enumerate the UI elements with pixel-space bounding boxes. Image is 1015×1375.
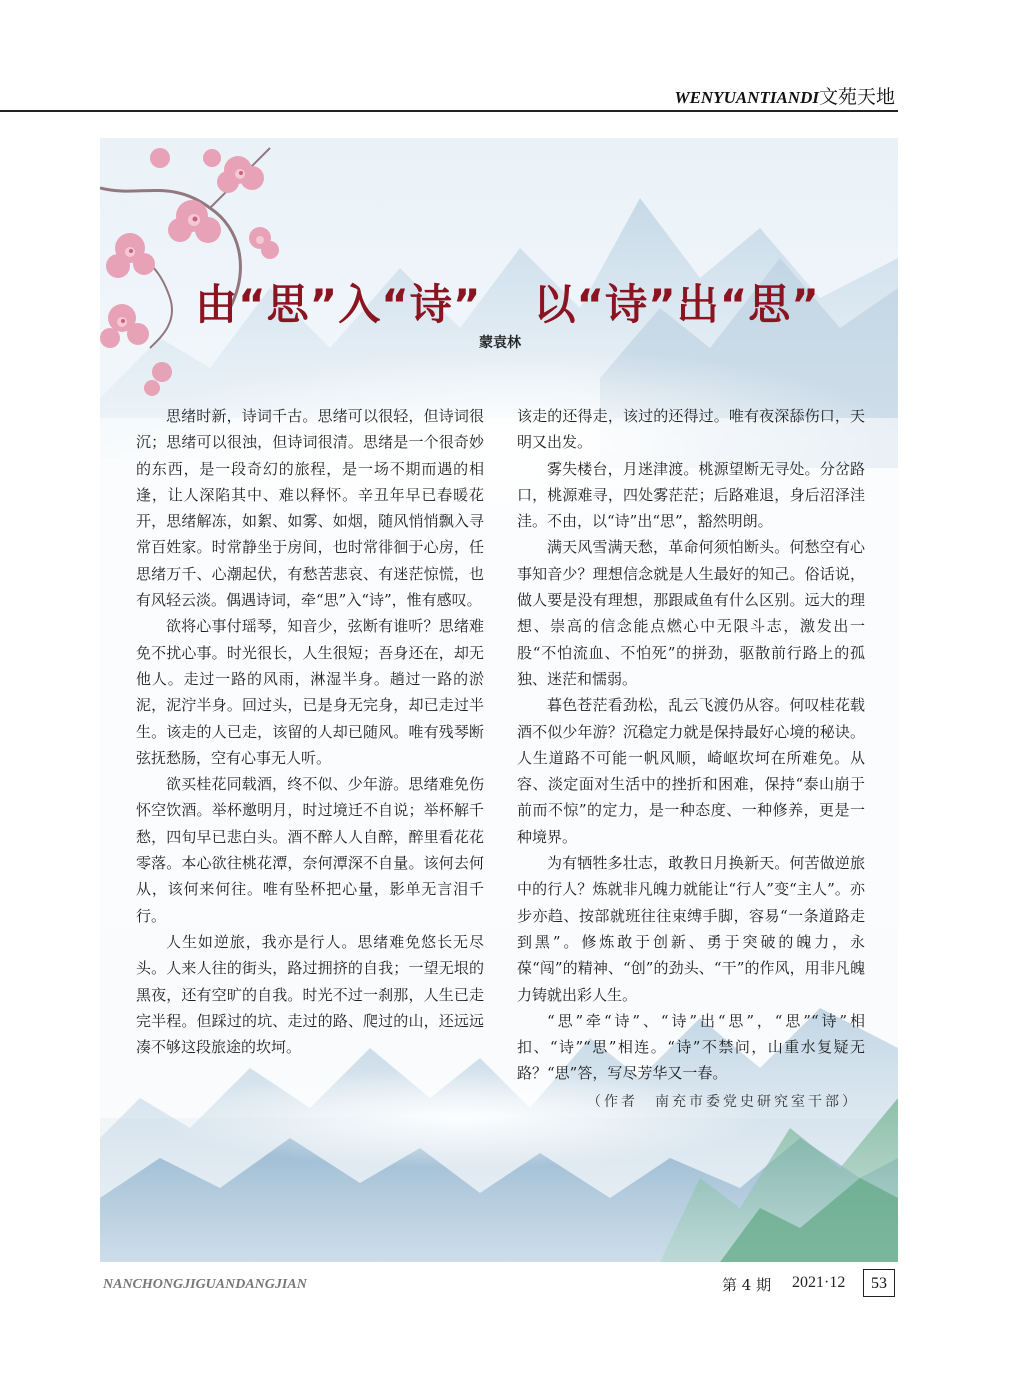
paragraph: 欲将心事付瑶琴，知音少，弦断有谁听？思绪难免不扰心事。时光很长，人生很短；吾身还在，却无他人。走过一路的风雨，淋湿半身。趟过一路的淤泥，泥泞半身。回过头，已是身无完身，却已走过半生。该走的人已走，该留的人却已随风。唯有残琴断弦抚愁肠，空有心事无人听。 xyxy=(136,617,484,767)
text-column-right xyxy=(517,403,865,1115)
issue-date: 2021·12 xyxy=(792,1274,846,1291)
paragraph: 暮色苍茫看劲松，乱云飞渡仍从容。何叹桂花载酒不似少年游？沉稳定力就是保持最好心境的秘诀。人生道路不可能一帆风顺，崎岖坎坷在所难免。从容、淡定面对生活中的挫折和困难，保持“泰山崩于前而不惊”的定力，是一种态度、一种修养，更是一种境界。 xyxy=(517,696,865,846)
text-column-left xyxy=(136,403,484,1060)
title-part-2: 以“诗”出“思” xyxy=(533,280,820,329)
issue-number: 第 4 期 xyxy=(722,1276,772,1294)
paragraph: 思绪时新，诗词千古。思绪可以很轻，但诗词很沉；思绪可以很浊，但诗词很清。思绪是一个很奇妙的东西，是一段奇幻的旅程，是一场不期而遇的相逢，让人深陷其中、难以释怀。辛丑年早已春暖花开，思绪解冻，如絮、如雾、如烟，随风悄悄飘入寻常百姓家。时常静坐于房间，也时常徘徊于心房，任思绪万千、心潮起伏，有愁苦悲哀、有迷茫惊慌，也有风轻云淡。偶遇诗词，牵“思”入“诗”，惟有感叹。 xyxy=(136,407,484,610)
paragraph: 人生如逆旅，我亦是行人。思绪难免悠长无尽头。人来人往的街头，路过拥挤的自我；一望无垠的黑夜，还有空旷的自我。时光不过一刹那，人生已走完半程。但踩过的坑、走过的路、爬过的山，还远远凑不够这段旅途的坎坷。 xyxy=(136,932,484,1057)
paragraph: “思”牵“诗”、“诗”出“思”，“思”“诗”相扣、“诗”“思”相连。“诗”不禁问，山重水复疑无路？“思”答，写尽芳华又一春。 xyxy=(517,1011,865,1083)
author-signature: （作者 南充市委党史研究室干部） xyxy=(587,1093,859,1110)
header-rule xyxy=(0,110,898,112)
paragraph: 欲买桂花同载酒，终不似、少年游。思绪难免伤怀空饮酒。举杯邀明月，时过境迁不自说；举杯解千愁，四旬早已悲白头。酒不醉人人自醉，醉里看花花零落。本心欲往桃花潭，奈何潭深不自量。该何去何从，该何来何往。唯有坠杯把心量，影单无言泪千行。 xyxy=(136,775,484,925)
article-title xyxy=(0,272,1015,332)
paragraph: 为有牺牲多壮志，敢教日月换新天。何苦做逆旅中的行人？炼就非凡魄力就能让“行人”变“主人”。亦步亦趋、按部就班往往束缚手脚，容易“一条道路走到黑”。修炼敢于创新、勇于突破的魄力，永葆“闯”的精神、“创”的劲头、“干”的作风，用非凡魄力铸就出彩人生。 xyxy=(517,854,865,1004)
page-number: 53 xyxy=(863,1269,895,1297)
paragraph-continuation: 该走的还得走，该过的还得过。唯有夜深舔伤口，天明又出发。 xyxy=(517,407,865,452)
article-author: 蒙袁林 xyxy=(479,335,521,351)
paragraph: 雾失楼台，月迷津渡。桃源望断无寻处。分岔路口，桃源难寻，四处雾茫茫；后路难退，身后沼泽洼洼。不由，以“诗”出“思”，豁然明朗。 xyxy=(517,459,865,531)
section-name-cn: 文苑天地 xyxy=(818,86,895,108)
title-part-1: 由“思”入“诗” xyxy=(195,280,482,329)
section-name-en: WENYUANTIANDI xyxy=(674,88,819,107)
paragraph: 满天风雪满天愁，革命何须怕断头。何愁空有心事知音少？理想信念就是人生最好的知己。俗话说，做人要是没有理想，那跟咸鱼有什么区别。远大的理想、崇高的信念能点燃心中无限斗志，激发出一股“不怕流血、不怕死”的拼劲，驱散前行路上的孤独、迷茫和懦弱。 xyxy=(517,538,865,688)
section-header xyxy=(674,82,895,109)
journal-name: NANCHONGJIGUANDANGJIAN xyxy=(103,1277,307,1292)
